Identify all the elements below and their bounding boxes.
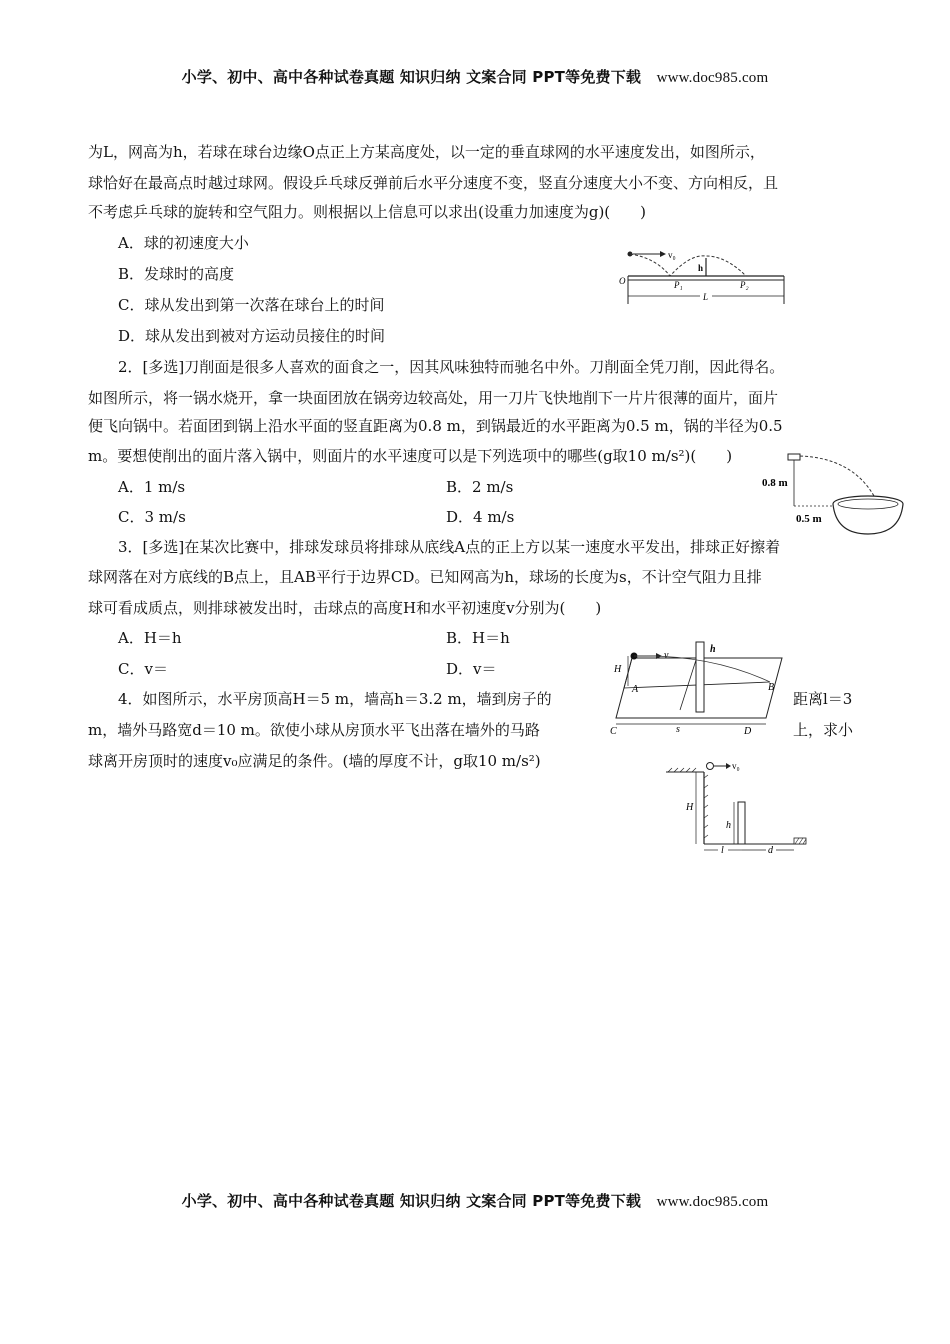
q3-line-1: 3．[多选]在某次比赛中，排球发球员将排球从底线A点的正上方以某一速度水平发出，排球正好擦着 <box>118 538 781 556</box>
label-L: L <box>703 292 709 302</box>
dough-block <box>788 454 800 460</box>
label-O: O <box>619 276 626 286</box>
label-P2: P₂ <box>740 280 749 290</box>
net-post <box>696 642 704 712</box>
q4-line-1a: 4．如图所示，水平房顶高H＝5 m，墙高h＝3.2 m，墙到房子的 <box>118 690 552 708</box>
label-P1: P₁ <box>674 280 683 290</box>
q3-line-3: 球可看成质点，则排球被发出时，击球点的高度H和水平初速度v分别为( ) <box>88 599 602 617</box>
label-height: 0.8 m <box>762 477 788 489</box>
label-distance: 0.5 m <box>796 513 822 525</box>
label-D: D <box>744 726 752 737</box>
q3-option-b[interactable]: B．H＝h <box>446 629 510 647</box>
label-A: A <box>632 684 639 695</box>
q3-option-c[interactable]: C．v＝ <box>118 660 168 678</box>
outer-wall <box>738 802 745 844</box>
label-H: H <box>614 664 622 675</box>
label-h: h <box>698 263 704 273</box>
page-footer <box>0 1190 950 1211</box>
q1-option-b[interactable]: B．发球时的高度 <box>118 265 235 283</box>
q3-figure-volleyball-court <box>610 640 786 737</box>
ball <box>707 763 714 770</box>
label-H: H <box>686 802 694 813</box>
q2-option-d[interactable]: D．4 m/s <box>446 508 515 526</box>
q2-line-4: m。要想使削出的面片落入锅中，则面片的水平速度可以是下列选项中的哪些(g取10 m/s²)( ) <box>88 447 733 465</box>
footer-text: 小学、初中、高中各种试卷真题 知识归纳 文案合同 PPT等免费下载 <box>181 1192 642 1210</box>
q2-line-3: 便飞向锅中。若面团到锅上沿水平面的竖直距离为0.8 m，到锅最近的水平距离为0.5 m，锅的半径为0.5 <box>88 417 783 435</box>
q2-option-b[interactable]: B．2 m/s <box>446 478 514 496</box>
header-text: 小学、初中、高中各种试卷真题 知识归纳 文案合同 PPT等免费下载 <box>181 68 642 86</box>
q2-line-1: 2．[多选]刀削面是很多人喜欢的面食之一，因其风味独特而驰名中外。刀削面全凭刀削，因此得名。 <box>118 358 785 376</box>
q1-line-1: 为L，网高为h，若球在球台边缘O点正上方某高度处，以一定的垂直球网的水平速度发出，如图所示， <box>88 143 765 161</box>
label-d: d <box>768 845 773 856</box>
q3-option-d[interactable]: D．v＝ <box>446 660 497 678</box>
q1-figure-table-tennis <box>616 246 786 304</box>
footer-url[interactable]: www.doc985.com <box>656 1194 769 1210</box>
q4-line-1b: 距离l＝3 <box>793 690 853 708</box>
q1-option-a[interactable]: A．球的初速度大小 <box>118 234 249 252</box>
trajectory <box>630 254 746 276</box>
q4-line-2b: 上，求小 <box>793 721 854 739</box>
label-v: v <box>664 650 669 661</box>
page-header <box>0 66 950 87</box>
q1-option-d[interactable]: D．球从发出到被对方运动员接住的时间 <box>118 327 386 345</box>
label-s: s <box>676 724 680 735</box>
q2-option-c[interactable]: C．3 m/s <box>118 508 186 526</box>
q2-figure-noodle-pot <box>762 450 912 532</box>
label-B: B <box>768 682 775 693</box>
label-C: C <box>610 726 617 737</box>
q1-option-c[interactable]: C．球从发出到第一次落在球台上的时间 <box>118 296 385 314</box>
header-url[interactable]: www.doc985.com <box>656 70 769 86</box>
q4-figure-house-wall <box>662 758 812 854</box>
slice-trajectory <box>800 456 874 496</box>
label-h: h <box>710 644 716 655</box>
label-v0: v₀ <box>732 761 740 771</box>
label-v0: v₀ <box>668 250 676 260</box>
q1-line-3: 不考虑乒乓球的旋转和空气阻力。则根据以上信息可以求出(设重力加速度为g)( ) <box>88 203 647 221</box>
q2-option-a[interactable]: A．1 m/s <box>118 478 186 496</box>
q3-line-2: 球网落在对方底线的B点上，且AB平行于边界CD。已知网高为h，球场的长度为s，不计空气阻力且排 <box>88 568 762 586</box>
q4-line-3: 球离开房顶时的速度v₀应满足的条件。(墙的厚度不计，g取10 m/s²) <box>88 752 541 770</box>
q1-line-2: 球恰好在最高点时越过球网。假设乒乓球反弹前后水平分速度不变，竖直分速度大小不变、方向相反，且 <box>88 174 779 192</box>
label-l: l <box>721 845 724 856</box>
label-h: h <box>726 820 731 831</box>
q3-option-a[interactable]: A．H＝h <box>118 629 182 647</box>
q4-line-2a: m，墙外马路宽d＝10 m。欲使小球从房顶水平飞出落在墙外的马路 <box>88 721 540 739</box>
pot-body <box>833 504 903 534</box>
q2-line-2: 如图所示，将一锅水烧开，拿一块面团放在锅旁边较高处，用一刀片飞快地削下一片片很薄的面片，面片 <box>88 389 779 407</box>
